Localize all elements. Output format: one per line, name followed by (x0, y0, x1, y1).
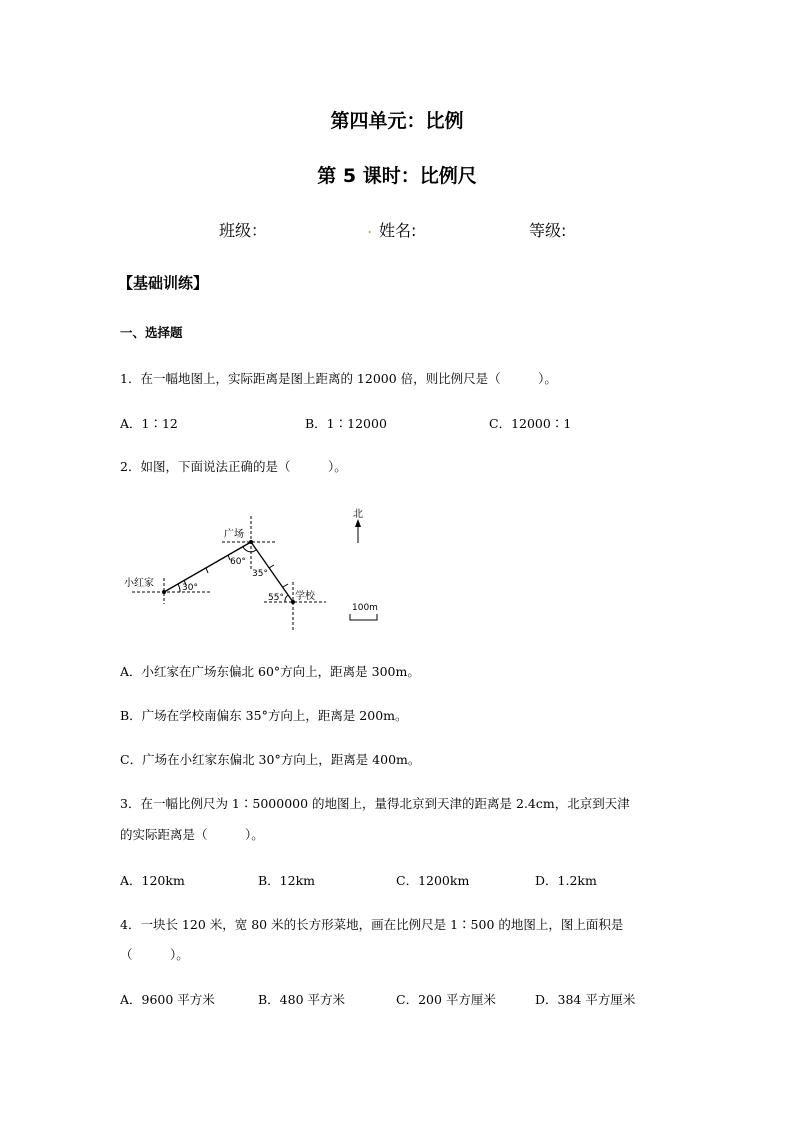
separator-dot: . (367, 218, 373, 237)
angle-home: 30° (182, 583, 198, 593)
q1-option-a: A．1∶12 (120, 416, 178, 431)
angle-school: 55° (268, 593, 284, 603)
lesson-title: 第 5 课时：比例尺 (317, 165, 477, 187)
subsection-title: 一、选择题 (120, 325, 183, 340)
q3-option-b: B．12km (258, 873, 316, 888)
label-square: 广场 (224, 529, 244, 540)
q3-option-c: C．1200km (396, 873, 470, 888)
name-label: 姓名: (379, 221, 417, 240)
direction-diagram (118, 500, 398, 640)
angle-square-left: 60° (230, 557, 246, 567)
label-school: 学校 (295, 591, 315, 602)
q1-option-c: C．12000∶1 (489, 416, 572, 431)
question-1: 1．在一幅地图上，实际距离是图上距离的 12000 倍，则比例尺是（ ）。 (120, 371, 557, 386)
q3-option-d: D．1.2km (535, 873, 597, 888)
north-arrow-icon (355, 519, 361, 527)
q2-option-c: C．广场在小红家东偏北 30°方向上，距离是 400m。 (120, 752, 421, 767)
home-point (162, 590, 166, 594)
question-2: 2．如图，下面说法正确的是（ ）。 (120, 459, 347, 474)
angle-square-right: 35° (252, 569, 268, 579)
q4-option-b: B．480 平方米 (258, 992, 346, 1007)
label-home: 小红家 (124, 578, 154, 589)
square-point (249, 540, 253, 544)
question-3-line-1: 3．在一幅比例尺为 1∶5000000 的地图上，量得北京到天津的距离是 2.4cm，北京到天津 (120, 796, 630, 811)
grade-label: 等级: (529, 221, 567, 240)
q4-option-a: A．9600 平方米 (120, 992, 215, 1007)
q4-option-c: C．200 平方厘米 (396, 992, 496, 1007)
class-label: 班级： (219, 221, 268, 240)
q3-option-a: A．120km (120, 873, 185, 888)
q1-option-b: B．1∶12000 (305, 416, 387, 431)
q2-option-a: A．小红家在广场东偏北 60°方向上，距离是 300m。 (120, 664, 420, 679)
north-label: 北 (353, 509, 363, 520)
q4-option-d: D．384 平方厘米 (535, 992, 636, 1007)
q2-option-b: B．广场在学校南偏东 35°方向上，距离是 200m。 (120, 708, 408, 723)
scale-label: 100m (352, 603, 378, 613)
question-4-line-1: 4．一块长 120 米，宽 80 米的长方形菜地，画在比例尺是 1∶500 的地图上，图上面积是 (120, 917, 624, 932)
question-4-line-2: （ ）。 (120, 947, 189, 962)
section-title: 【基础训练】 (118, 274, 209, 292)
question-3-line-2: 的实际距离是（ ）。 (120, 827, 264, 842)
unit-title: 第四单元：比例 (330, 110, 464, 132)
